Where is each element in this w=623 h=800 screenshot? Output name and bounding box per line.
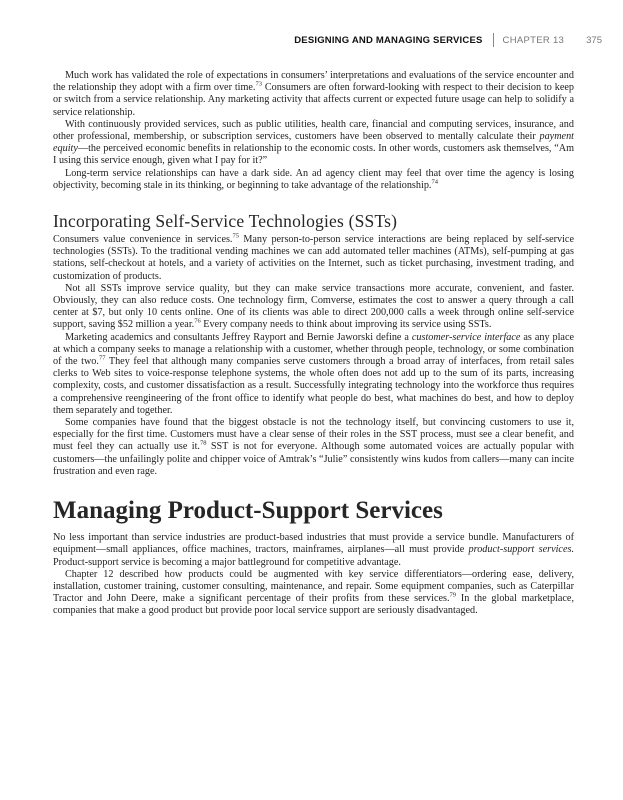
paragraph-product-support-intro: No less important than service industries are product-based industries that must provide a service bundle. Manufacturers of equipment—small appliances, office machines, tractors, mainframes, airplanes—all must provide product-support services. Product-support service is becoming a major battleground for competitive advantage. bbox=[53, 532, 574, 568]
paragraph-sst-obstacle: Some companies have found that the biggest obstacle is not the technology itself, but convincing customers to use it, especially for the first time. Customers must have a clear sense of their roles in the SST process, must see a clear benefit, and must feel they can actually use it.$^{78}$ SST is not for everyone. Although some automated voices are actually popular with customers—the unfailingly polite and chipper voice of Amtrak’s “Julie” consistently wins kudos from callers—many can incite frustration and even rage. bbox=[53, 417, 574, 477]
header-section-title: DESIGNING AND MANAGING SERVICES bbox=[294, 34, 483, 46]
term-customer-service-interface: customer-service interface bbox=[411, 331, 521, 343]
endnote-74: 74 bbox=[431, 178, 438, 186]
header-divider bbox=[493, 33, 494, 47]
running-header bbox=[294, 33, 602, 47]
term-payment-equity: payment equity bbox=[53, 131, 574, 155]
header-chapter: CHAPTER 13 bbox=[502, 34, 565, 46]
endnote-75: 75 bbox=[232, 232, 239, 240]
paragraph-service-differentiators: Chapter 12 described how products could be augmented with key service differentiators—ordering ease, delivery, installation, customer training, customer consulting, maintenance, and repair. Some equipment companies, such as Caterpillar Tractor and John Deere, make a significant percentage of their profits from these services.$^{79}$ In the global marketplace, companies that make a good product but provide poor local service support are seriously disadvantaged. bbox=[53, 568, 574, 617]
paragraph-dark-side: Long-term service relationships can have a dark side. An ad agency client may feel that over time the agency is losing objectivity, becoming stale in its thinking, or beginning to take advantage of the relationship.$^{74}$ bbox=[53, 167, 574, 191]
term-product-support-services: product-support services. bbox=[468, 544, 574, 556]
paragraph-customer-service-interface: Marketing academics and consultants Jeffrey Rayport and Bernie Jaworski define a customer-service interface as any place at which a company seeks to manage a relationship with a customer, whether through people, technology, or some combination of the two.$^{77}$ They feel that although many companies serve customers through a broad array of interfaces, from retail sales clerks to Web sites to voice-response telephone systems, the whole often does not add up to the sum of its parts, increasing complexity, costs, and customer dissatisfaction as a result. Successfully integrating technology into the workforce thus requires a comprehensive reengineering of the front office to identify what people do best, what machines do best, and how to deploy them separately and together. bbox=[53, 331, 574, 416]
paragraph-payment-equity: With continuously provided services, such as public utilities, health care, financial and computing services, insurance, and other professional, membership, or subscription services, customers have been observed to mentally calculate their payment equity—the perceived economic benefits in relationship to the economic costs. In other words, customers ask themselves, “Am I using this service enough, given what I pay for it?” bbox=[53, 118, 574, 167]
endnote-76: 76 bbox=[194, 318, 201, 326]
endnote-73: 73 bbox=[255, 80, 262, 88]
paragraph-sst-convenience: Consumers value convenience in services.$^{75}$ Many person-to-person service interactions are being replaced by self-service technologies (SSTs). To the traditional vending machines we can add automated teller machines (ATMs), self-pumping at gas stations, self-checkout at hotels, and a variety of activities on the Internet, such as ticket purchasing, investment trading, and customization of products. bbox=[53, 232, 574, 282]
page-body bbox=[53, 70, 574, 618]
endnote-78: 78 bbox=[199, 440, 207, 448]
endnote-77: 77 bbox=[98, 354, 106, 362]
section-heading-product-support: Managing Product-Support Services bbox=[53, 497, 443, 525]
endnote-79: 79 bbox=[449, 591, 457, 599]
section-heading-sst: Incorporating Self-Service Technologies (SSTs) bbox=[53, 211, 398, 232]
paragraph-expectations: Much work has validated the role of expectations in consumers’ interpretations and evaluations of the service encounter and the relationship they adopt with a firm over time.$^{73}$ Consumers are often forward-looking with respect to their decision to keep or switch from a service relationship. Any marketing activity that affects current or expected future usage can help to solidify a service relationship. bbox=[53, 70, 574, 118]
paragraph-sst-costs: Not all SSTs improve service quality, but they can make service transactions more accurate, convenient, and faster. Obviously, they can also reduce costs. One technology firm, Comverse, estimates the cost to answer a query through a call center at $7, but only 10 cents online. One of its clients was able to direct 200,000 calls a week through online self-service support, saving $52 million a year.$^{76}$ Every company needs to think about improving its service using SSTs. bbox=[53, 282, 574, 331]
page-number: 375 bbox=[586, 34, 602, 46]
